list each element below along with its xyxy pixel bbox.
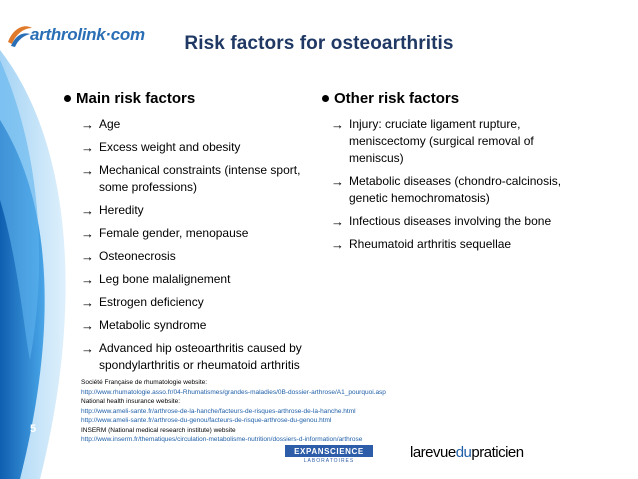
- arrow-right-icon: →: [81, 140, 94, 155]
- list-item-text: Metabolic diseases (chondro-calcinosis, genetic hemochromatosis): [349, 174, 562, 205]
- list-item: [80, 317, 322, 334]
- reference-label: National health insurance website:: [81, 398, 181, 405]
- arrow-right-icon: →: [331, 237, 344, 252]
- expanscience-logo: [285, 445, 373, 467]
- main-risk-factors-column: [62, 86, 322, 374]
- arrow-right-icon: →: [81, 272, 94, 287]
- list-item-text: Advanced hip osteoarthritis caused by spondylarthritis or rheumatoid arthritis: [99, 341, 302, 372]
- list-item-text: Heredity: [99, 203, 144, 217]
- bullet-icon: [322, 95, 329, 102]
- arrow-right-icon: →: [331, 117, 344, 132]
- list-item-text: Rheumatoid arthritis sequellae: [349, 237, 512, 251]
- arrow-right-icon: →: [81, 295, 94, 310]
- main-heading-text: Main risk factors: [76, 89, 196, 107]
- revue-text: larevue: [410, 444, 456, 461]
- reference-label: Société Française de rhumatologie website:: [81, 379, 208, 386]
- revue-du-text: du: [455, 444, 472, 461]
- list-item: [80, 248, 322, 265]
- reference-label: INSERM (National medical research institute) website: [81, 426, 236, 434]
- list-item-text: Osteonecrosis: [99, 249, 176, 263]
- list-item-text: Age: [99, 117, 121, 131]
- other-heading-text: Other risk factors: [334, 89, 460, 107]
- bullet-icon: [64, 95, 71, 102]
- reference-link[interactable]: http://www.inserm.fr/thematiques/circulation-metabolisme-nutrition/dossiers-d-information/arthrose: [81, 436, 363, 443]
- reference-link[interactable]: http://www.ameli-sante.fr/arthrose-du-genou/facteurs-de-risque-arthrose-du-genou.html: [81, 417, 332, 424]
- list-item: [80, 162, 322, 196]
- expanscience-subtitle: LABORATOIRES: [303, 458, 355, 464]
- reference-link[interactable]: http://www.rhumatologie.asso.fr/04-Rhumatismes/grandes-maladies/0B-dossier-arthrose/A1_pourquoi.asp: [81, 388, 386, 396]
- list-item: [80, 139, 322, 156]
- list-item-text: Injury: cruciate ligament rupture, meniscectomy (surgical removal of meniscus): [349, 117, 534, 165]
- main-risk-factors-list: [80, 116, 322, 374]
- arrow-right-icon: →: [81, 226, 94, 241]
- list-item: [80, 116, 322, 133]
- list-item: [330, 213, 580, 230]
- arrow-right-icon: →: [81, 163, 94, 178]
- list-item: [330, 116, 580, 167]
- expanscience-name: EXPANSCIENCE: [285, 445, 373, 457]
- other-risk-factors-column: [320, 86, 580, 253]
- arrow-right-icon: →: [81, 117, 94, 132]
- list-item: [80, 294, 322, 311]
- list-item-text: Mechanical constraints (intense sport, some professions): [99, 163, 301, 194]
- arrow-right-icon: →: [81, 341, 94, 356]
- main-risk-factors-heading: [62, 86, 322, 110]
- list-item-text: Leg bone malalignement: [99, 272, 231, 286]
- list-item: [80, 202, 322, 219]
- list-item: [80, 271, 322, 288]
- revue-praticien-text: praticien: [471, 444, 524, 461]
- reference-link[interactable]: http://www.ameli-sante.fr/arthrose-de-la-hanche/facteurs-de-risques-arthrose-de-la-hanche.html: [81, 407, 356, 415]
- page-title: Risk factors for osteoarthritis: [184, 33, 454, 54]
- list-item: [80, 340, 322, 374]
- list-item: [330, 173, 580, 207]
- arrow-right-icon: →: [331, 214, 344, 229]
- references: [81, 378, 501, 445]
- arrow-right-icon: →: [81, 249, 94, 264]
- revue-du-praticien-logo: [410, 444, 524, 461]
- list-item-text: Infectious diseases involving the bone: [349, 214, 552, 228]
- list-item-text: Estrogen deficiency: [99, 295, 204, 309]
- arrow-right-icon: →: [81, 203, 94, 218]
- arrow-right-icon: →: [81, 318, 94, 333]
- list-item-text: Metabolic syndrome: [99, 318, 207, 332]
- other-risk-factors-heading: [320, 86, 580, 110]
- list-item: [80, 225, 322, 242]
- logo-text: arthrolink·com: [30, 25, 145, 44]
- arrow-right-icon: →: [331, 174, 344, 189]
- list-item: [330, 236, 580, 253]
- list-item-text: Female gender, menopause: [99, 226, 249, 240]
- other-risk-factors-list: [330, 116, 580, 253]
- list-item-text: Excess weight and obesity: [99, 140, 241, 154]
- page-number: 5: [30, 423, 37, 435]
